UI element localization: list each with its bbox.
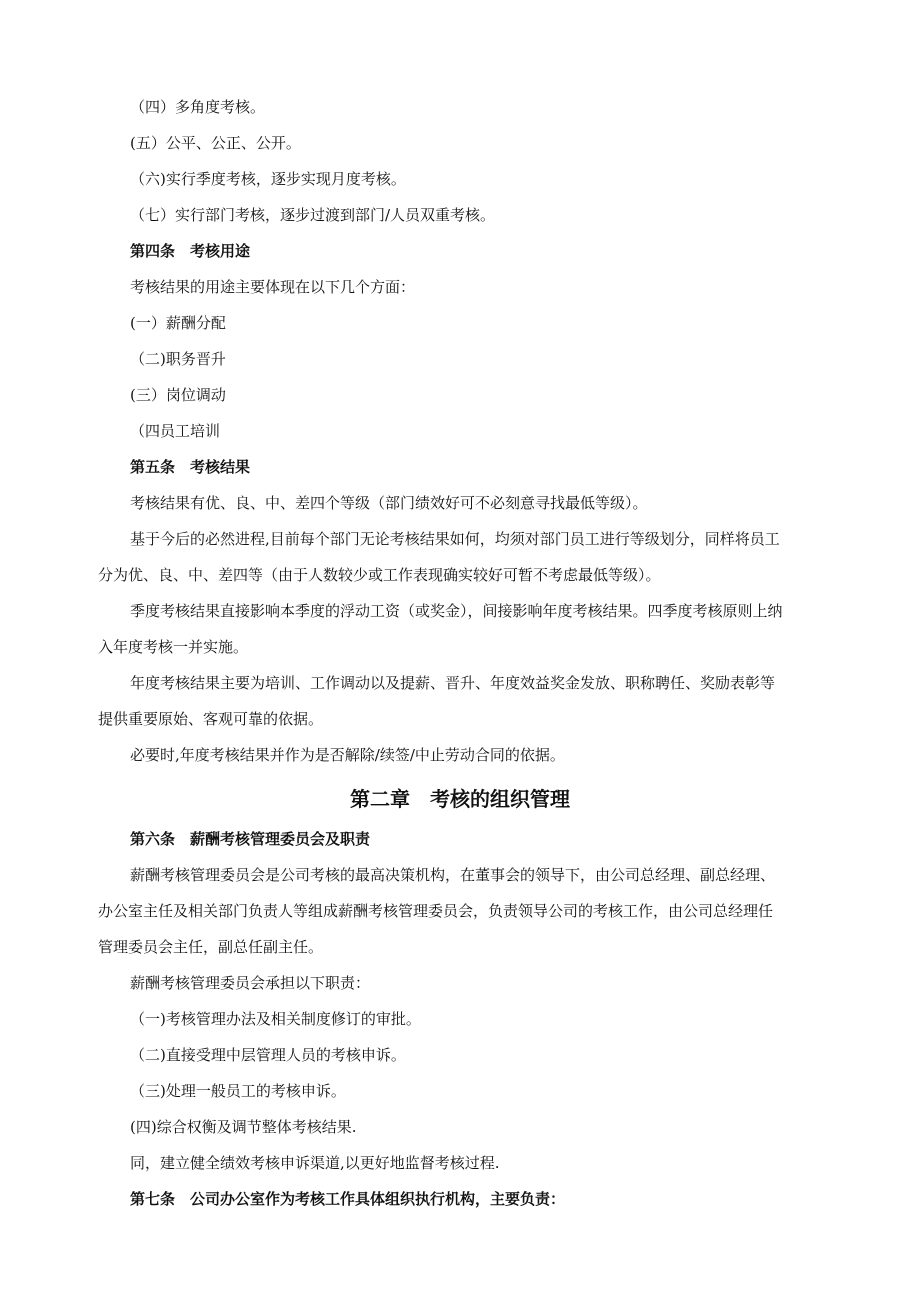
paragraph-continuation: 提供重要原始、客观可靠的依据。: [98, 710, 324, 728]
list-item-5: (五）公平、公正、公开。: [130, 134, 301, 152]
paragraph: 考核结果有优、良、中、差四个等级（部门绩效好可不必刻意寻找最低等级）。: [130, 494, 648, 512]
paragraph: 考核结果的用途主要体现在以下几个方面：: [130, 278, 416, 296]
list-item-7: （七）实行部门考核，逐步过渡到部门/人员双重考核。: [130, 206, 496, 224]
chapter-heading: 第二章 考核的组织管理: [350, 787, 570, 811]
article-5-heading: 第五条 考核结果: [130, 458, 251, 476]
paragraph: 薪酬考核管理委员会是公司考核的最高决策机构，在董事会的领导下，由公司总经理、副总经理、: [130, 866, 776, 884]
paragraph-continuation: 管理委员会主任，副总任副主任。: [98, 938, 324, 956]
list-item: (一）薪酬分配: [130, 314, 226, 332]
paragraph: 基于今后的必然进程,目前每个部门无论考核结果如何，均须对部门员工进行等级划分，同样将员工: [130, 530, 780, 548]
article-7-heading: 第七条 公司办公室作为考核工作具体组织执行机构，主要负责：: [130, 1190, 566, 1208]
paragraph-continuation: 入年度考核一并实施。: [98, 638, 249, 656]
article-4-heading: 第四条 考核用途: [130, 242, 251, 260]
paragraph: 必要时,年度考核结果并作为是否解除/续签/中止劳动合同的依据。: [130, 746, 565, 764]
paragraph: 年度考核结果主要为培训、工作调动以及提薪、晋升、年度效益奖金发放、职称聘任、奖励表彰等: [130, 674, 776, 692]
list-item: (三）岗位调动: [130, 386, 226, 404]
paragraph: 季度考核结果直接影响本季度的浮动工资（或奖金），间接影响年度考核结果。四季度考核原则上纳: [130, 602, 783, 620]
paragraph: 薪酬考核管理委员会承担以下职责：: [130, 974, 371, 992]
paragraph-continuation: 分为优、良、中、差四等（由于人数较少或工作表现确实较好可暂不考虑最低等级）。: [98, 566, 661, 584]
list-item: (四)综合权衡及调节整体考核结果.: [130, 1118, 357, 1136]
list-item-6: （六)实行季度考核，逐步实现月度考核。: [130, 170, 406, 188]
paragraph: 同，建立健全绩效考核申诉渠道,以更好地监督考核过程.: [130, 1154, 500, 1172]
paragraph-continuation: 办公室主任及相关部门负责人等组成薪酬考核管理委员会，负责领导公司的考核工作，由公司总经理任: [98, 902, 774, 920]
list-item: （一)考核管理办法及相关制度修订的审批。: [130, 1010, 421, 1028]
list-item: （三)处理一般员工的考核申诉。: [130, 1082, 346, 1100]
list-item: （四员工培训: [130, 422, 221, 440]
list-item-4: （四）多角度考核。: [130, 98, 266, 116]
list-item: （二)直接受理中层管理人员的考核申诉。: [130, 1046, 406, 1064]
article-6-heading: 第六条 薪酬考核管理委员会及职责: [130, 830, 371, 848]
list-item: （二)职务晋升: [130, 350, 226, 368]
